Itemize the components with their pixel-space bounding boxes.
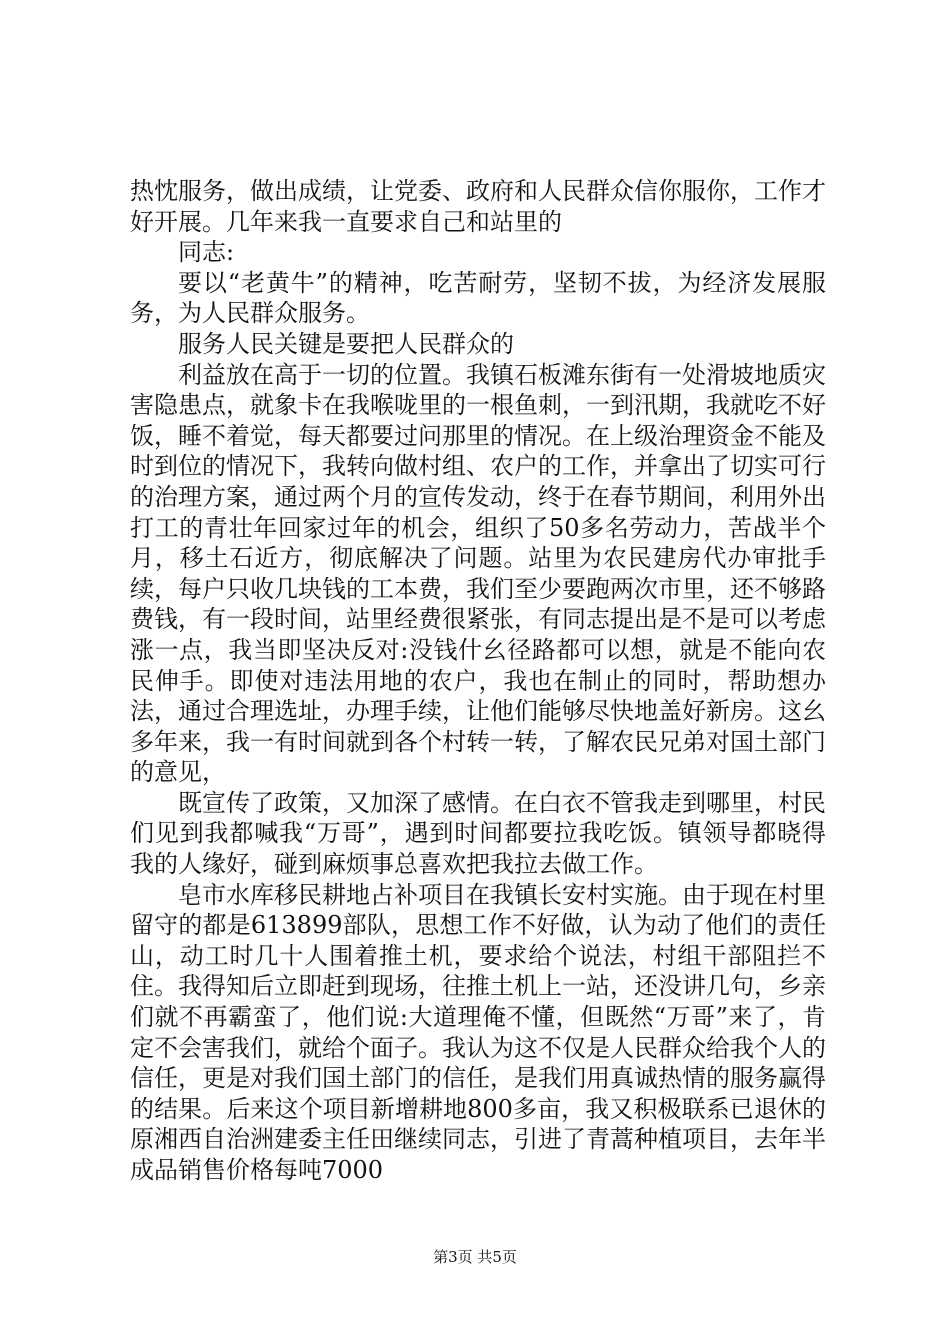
document-body (130, 176, 826, 1186)
page-footer: 第3页 共5页 (433, 1248, 517, 1266)
paragraph-4: 服务人民关键是要把人民群众的 (178, 329, 514, 358)
paragraph-7: 皂市水库移民耕地占补项目在我镇长安村实施。由于现在村里留守的都是613899部队，思想工作不好做，认为动了他们的责任山，动工时几十人围着推土机，要求给个说法，村组干部阻拦不住。我得知后立即赶到现场，往推土机上一站，还没讲几句，乡亲们就不再霸蛮了，他们说:大道理俺不懂，但既然“万哥”来了，肯定不会害我们，就给个面子。我认为这不仅是人民群众给我个人的信任，更是对我们国土部门的信任，是我们用真诚热情的服务赢得的结果。后来这个项目新增耕地800多亩，我又积极联系已退休的原湘西自治洲建委主任田继续同志，引进了青蒿种植项目，去年半成品销售价格每吨7000 (130, 880, 826, 1184)
paragraph-1: 热忱服务，做出成绩，让党委、政府和人民群众信你服你，工作才好开展。几年来我一直要求自己和站里的 (130, 177, 826, 236)
paragraph-5: 利益放在高于一切的位置。我镇石板滩东街有一处滑坡地质灾害隐患点，就象卡在我喉咙里的一根鱼刺，一到汛期，我就吃不好饭，睡不着觉，每天都要过问那里的情况。在上级治理资金不能及时到位的情况下，我转向做村组、农户的工作，并拿出了切实可行的治理方案，通过两个月的宣传发动，终于在春节期间，利用外出打工的青壮年回家过年的机会，组织了50多名劳动力，苦战半个月，移土石近方，彻底解决了问题。站里为农民建房代办审批手续，每户只收几块钱的工本费，我们至少要跑两次市里，还不够路费钱，有一段时间，站里经费很紧张，有同志提出是不是可以考虑涨一点，我当即坚决反对:没钱什幺径路都可以想，就是不能向农民伸手。即使对违法用地的农户，我也在制止的同时，帮助想办法，通过合理选址，办理手续，让他们能够尽快地盖好新房。这幺多年来，我一有时间就到各个村转一转，了解农民兄弟对国土部门的意见， (130, 360, 826, 787)
paragraph-3: 要以“老黄牛”的精神，吃苦耐劳，坚韧不拔，为经济发展服务，为人民群众服务。 (130, 268, 826, 328)
paragraph-2: 同志: (178, 238, 235, 267)
paragraph-6: 既宣传了政策，又加深了感情。在白衣不管我走到哪里，村民们见到我都喊我“万哥”，遇到时间都要拉我吃饭。镇领导都晓得我的人缘好，碰到麻烦事总喜欢把我拉去做工作。 (130, 788, 826, 879)
